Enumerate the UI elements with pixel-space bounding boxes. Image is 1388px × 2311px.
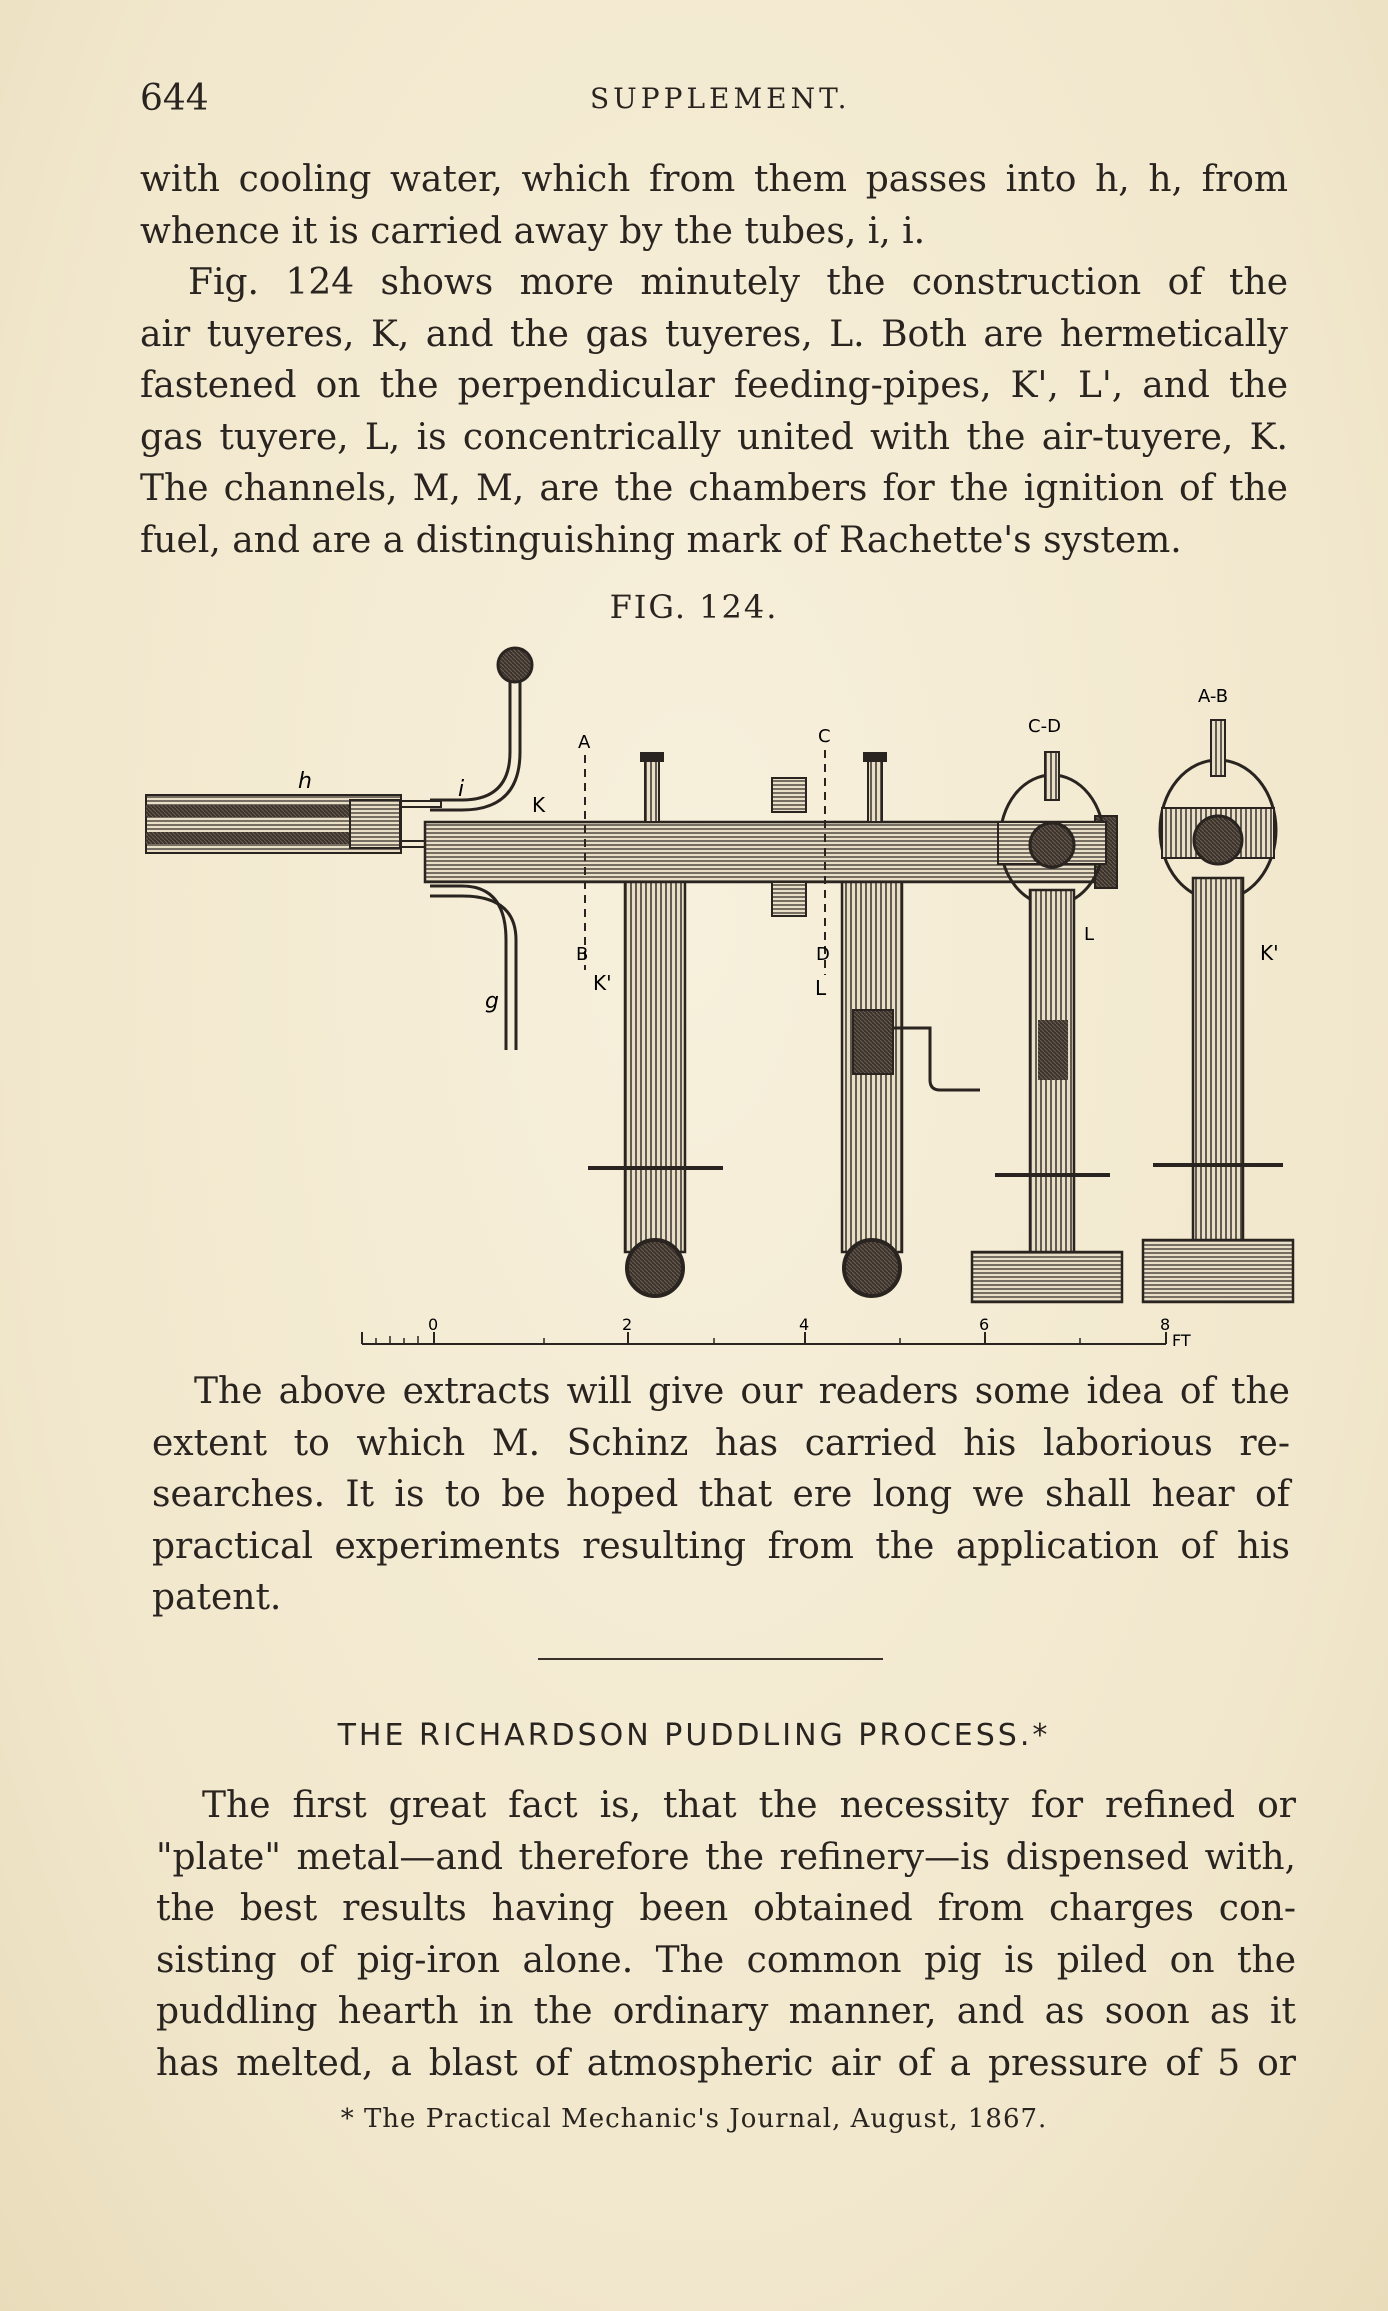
label-c-d: C-D xyxy=(1028,716,1061,737)
text-line: fastened on the perpendicular feeding-pipes, K', L', and the xyxy=(140,365,1288,406)
text-line: The above extracts will give our readers some idea of the xyxy=(194,1371,1290,1412)
label-k: K xyxy=(532,793,546,817)
label-c: C xyxy=(818,726,831,747)
text-line: practical experiments resulting from the application of his xyxy=(152,1525,1290,1567)
scale-unit: FT xyxy=(1172,1331,1191,1350)
label-a-b: A-B xyxy=(1198,686,1229,707)
paragraph-3 xyxy=(152,1366,1290,1624)
scale-bar xyxy=(362,1315,1191,1350)
section-title: THE RICHARDSON PUDDLING PROCESS.* xyxy=(337,1718,1051,1753)
section-divider xyxy=(538,1658,883,1660)
text-line: with cooling water, which from them passes into h, h, from xyxy=(140,159,1288,200)
text-line: sisting of pig-iron alone. The common pig is piled on the xyxy=(156,1939,1296,1981)
pipe-g xyxy=(430,886,516,1050)
text-line: patent. xyxy=(152,1577,282,1618)
label-i: i xyxy=(458,777,465,802)
label-k-prime-left: K' xyxy=(593,971,612,995)
label-a: A xyxy=(578,732,591,753)
text-line: fuel, and are a distinguishing mark of Rachette's system. xyxy=(140,519,1182,561)
figure-caption: FIG. 124. xyxy=(609,588,779,626)
text-line: Fig. 124 shows more minutely the construction of the xyxy=(188,262,1288,303)
scale-tick-label: 8 xyxy=(1160,1315,1171,1334)
scale-tick-label: 2 xyxy=(622,1315,633,1334)
text-line: The first great fact is, that the necessity for refined or xyxy=(202,1785,1296,1826)
figure-124-engraving xyxy=(140,640,1300,1360)
footnote: * The Practical Mechanic's Journal, August, 1867. xyxy=(340,2104,1048,2134)
page-number: 644 xyxy=(140,78,209,119)
pipe-i xyxy=(430,648,532,810)
scale-tick-label: 4 xyxy=(799,1315,810,1334)
text-line: air tuyeres, K, and the gas tuyeres, L. Both are hermetically xyxy=(140,313,1288,355)
scale-tick-label: 0 xyxy=(428,1315,439,1334)
label-l-right: L xyxy=(1084,924,1095,945)
label-k-prime-right: K' xyxy=(1260,941,1279,965)
paragraph-2 xyxy=(140,257,1288,566)
label-b: B xyxy=(576,944,589,965)
label-d: D xyxy=(816,944,830,965)
text-line: searches. It is to be hoped that ere long we shall hear of xyxy=(152,1474,1290,1515)
text-line: "plate" metal—and therefore the refinery—is dispensed with, xyxy=(156,1836,1296,1878)
label-g: g xyxy=(485,989,499,1014)
text-line: the best results having been obtained from charges con- xyxy=(156,1888,1296,1929)
paragraph-4 xyxy=(156,1780,1296,2089)
text-line: has melted, a blast of atmospheric air of a pressure of 5 or xyxy=(156,2042,1296,2084)
page-header xyxy=(140,78,1290,128)
running-head: SUPPLEMENT. xyxy=(590,82,851,115)
text-line: gas tuyere, L, is concentrically united with the air-tuyere, K. xyxy=(140,416,1288,458)
text-line: The channels, M, M, are the chambers for the ignition of the xyxy=(140,468,1288,509)
label-l-left: L xyxy=(815,976,827,1000)
text-line: whence it is carried away by the tubes, i, i. xyxy=(140,210,926,252)
text-line: extent to which M. Schinz has carried his laborious re- xyxy=(152,1422,1290,1464)
paragraph-1 xyxy=(140,154,1288,257)
section-view-ab xyxy=(1143,720,1293,1302)
text-line: puddling hearth in the ordinary manner, and as soon as it xyxy=(156,1991,1296,2032)
nozzle-h xyxy=(146,795,441,853)
scale-tick-label: 6 xyxy=(979,1315,990,1334)
label-h: h xyxy=(298,769,312,794)
